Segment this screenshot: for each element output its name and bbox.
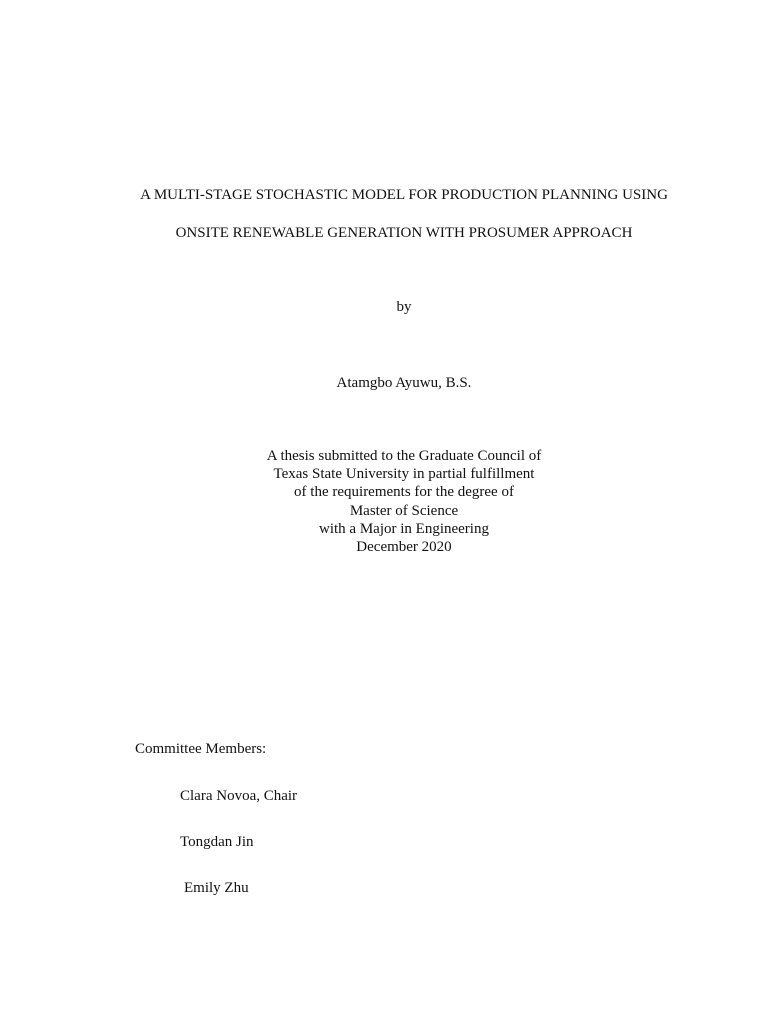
statement-line: of the requirements for the degree of: [294, 484, 514, 501]
author-name: Atamgbo Ayuwu, B.S.: [336, 375, 472, 391]
submission-date: December 2020: [356, 539, 452, 556]
committee-member: Tongdan Jin: [180, 834, 254, 850]
committee-member: Emily Zhu: [184, 880, 249, 896]
thesis-title-line-1: A MULTI-STAGE STOCHASTIC MODEL FOR PRODUCTION PLANNING USING: [140, 187, 668, 203]
by-label: by: [396, 299, 412, 315]
committee-member-chair: Clara Novoa, Chair: [180, 788, 298, 804]
thesis-title-line-2: ONSITE RENEWABLE GENERATION WITH PROSUMER APPROACH: [175, 225, 633, 241]
degree-name: Master of Science: [349, 502, 459, 519]
major-line: with a Major in Engineering: [319, 520, 489, 537]
committee-heading: Committee Members:: [135, 741, 267, 757]
statement-line: Texas State University in partial fulfillment: [273, 466, 535, 483]
thesis-statement: [134, 447, 674, 556]
statement-line: A thesis submitted to the Graduate Council of: [266, 448, 542, 464]
